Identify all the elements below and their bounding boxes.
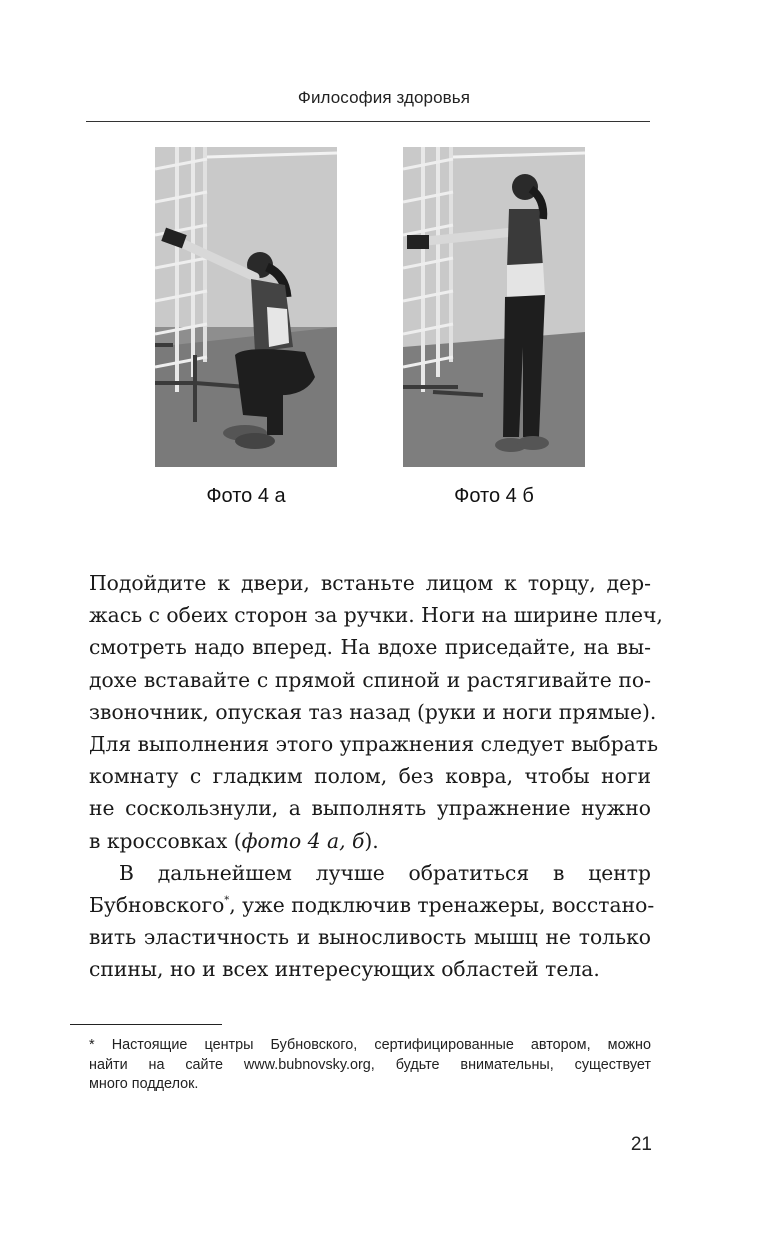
text-line [89,825,651,857]
body-text [89,567,663,986]
text-line: жась с обеих сторон за ручки. Ноги на ширине плеч, [89,603,663,628]
text-line: дохе вставайте с прямой спиной и растягивайте по- [89,667,651,692]
header-rule [86,121,650,122]
text-line: вить эластичность и выносливость мышц не только [89,925,651,950]
text-line: спины, но и всех интересующих областей тела. [89,957,600,982]
text-fragment: Бубновского [89,893,225,918]
text-line: комнату с гладким полом, без ковра, чтобы ноги [89,764,651,789]
photo-reference: фото 4 а, б [241,828,365,853]
photo-4a-squat [155,147,337,467]
text-fragment: , уже подключив тренажеры, восстано- [229,893,655,918]
text-line: смотреть надо вперед. На вдохе приседайте, на вы- [89,635,651,660]
paragraph-2 [89,857,655,986]
text-line: Подойдите к двери, встаньте лицом к торцу, дер- [89,571,651,595]
text-line [89,889,655,921]
footnote-rule [70,1024,222,1025]
footnote [89,1036,651,1095]
text-fragment: в кроссовках ( [89,828,242,853]
footnote-line: найти на сайте www.bubnovsky.org, будьте внимательны, существует [89,1056,651,1073]
photo-4b-caption: Фото 4 б [454,485,534,507]
text-fragment: ). [364,828,379,853]
footnote-line: * Настоящие центры Бубновского, сертифицированные автором, можно [89,1037,651,1053]
page-number: 21 [630,1134,652,1155]
text-line: звоночник, опуская таз назад (руки и ноги прямые). [89,699,657,724]
photo-4a-caption: Фото 4 а [206,485,286,507]
running-title: Философия здоровья [297,88,471,107]
text-line: В дальнейшем лучше обратиться в центр [119,860,651,885]
photo-4b-standing [403,147,585,467]
paragraph-1 [89,567,663,857]
footnote-marker: * [224,895,230,907]
footnote-line: много подделок. [89,1076,199,1092]
text-line: Для выполнения этого упражнения следует выбрать [89,732,659,757]
text-line: не соскользнули, а выполнять упражнение нужно [89,796,651,821]
